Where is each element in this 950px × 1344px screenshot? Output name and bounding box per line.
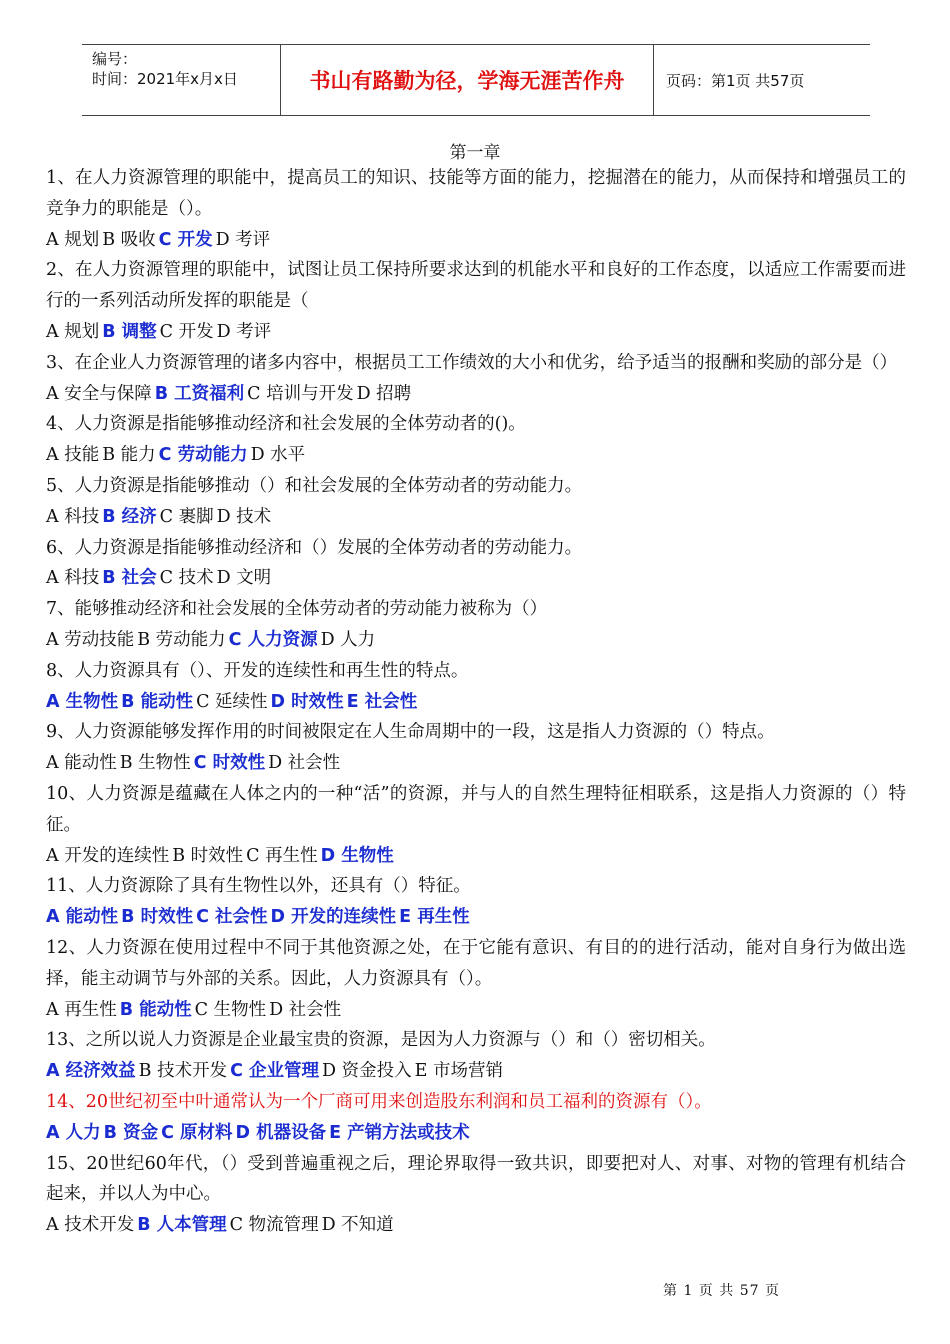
question-text: 15、20世纪60年代，（）受到普遍重视之后，理论界取得一致共识，即要把对人、对事、对物的管理有机结合起来，并以人为中心。 [46, 1153, 906, 1205]
option-row [46, 625, 906, 656]
answer-option: E 社会性 [346, 691, 418, 712]
option: D 社会性 [268, 753, 341, 774]
option: C 培训与开发 [247, 383, 354, 404]
header-page-label: 页码：第1页 共57页 [666, 71, 805, 90]
question-text: 12、人力资源在使用过程中不同于其他资源之处，在于它能有意识、有目的的进行活动，能对自身行为做出选择，能主动调节与外部的关系。因此，人力资源具有（）。 [46, 937, 906, 989]
option-row [46, 1056, 906, 1087]
option: C 延续性 [196, 691, 268, 712]
answer-option: A 经济效益 [46, 1061, 136, 1082]
page-footer: 第 1 页 共 57 页 [663, 1283, 780, 1299]
option: B 时效性 [172, 845, 244, 866]
answer-option: B 工资福利 [154, 383, 245, 404]
option: B 劳动能力 [137, 629, 226, 650]
option: D 招聘 [356, 383, 412, 404]
option: D 水平 [250, 445, 306, 466]
question-text: 7、能够推动经济和社会发展的全体劳动者的劳动能力被称为（） [46, 599, 548, 620]
option: A 开发的连续性 [46, 845, 170, 866]
answer-option: C 开发 [158, 229, 213, 250]
answer-option: C 原材料 [161, 1122, 233, 1143]
question-text: 4、人力资源是指能够推动经济和社会发展的全体劳动者的()。 [46, 414, 526, 435]
answer-option: B 社会 [102, 568, 157, 589]
answer-option: B 资金 [103, 1122, 159, 1143]
option: A 能动性 [46, 753, 117, 774]
option-row [46, 225, 906, 256]
option-row [46, 902, 906, 933]
question-text: 10、人力资源是蕴藏在人体之内的一种“活”的资源，并与人的自然生理特征相联系，这是指人力资源的（）特征。 [46, 783, 906, 835]
option: B 技术开发 [138, 1061, 228, 1082]
answer-option: C 企业管理 [230, 1061, 320, 1082]
answer-option: C 劳动能力 [158, 445, 248, 466]
option: B 能力 [102, 445, 156, 466]
question-list [46, 163, 906, 1241]
option-row [46, 1118, 906, 1149]
answer-option: D 生物性 [320, 845, 394, 866]
question-text: 3、在企业人力资源管理的诸多内容中，根据员工工作绩效的大小和优劣，给予适当的报酬和奖励的部分是（） [46, 352, 898, 373]
option: D 资金投入 [322, 1061, 412, 1082]
answer-option: B 人本管理 [137, 1215, 227, 1236]
option: C 物流管理 [229, 1215, 319, 1236]
answer-option: B 能动性 [119, 999, 192, 1020]
option-row [46, 440, 906, 471]
question-text: 6、人力资源是指能够推动经济和（）发展的全体劳动者的劳动能力。 [46, 537, 583, 558]
option: A 安全与保障 [46, 383, 152, 404]
header-meta [82, 45, 280, 115]
option: C 开发 [159, 321, 214, 342]
option: B 吸收 [102, 229, 156, 250]
option-row [46, 841, 906, 872]
option: A 规划 [46, 229, 100, 250]
option: D 文明 [216, 568, 272, 589]
option: D 考评 [216, 321, 272, 342]
option-row [46, 317, 906, 348]
answer-option: E 再生性 [399, 907, 470, 928]
option: A 技能 [46, 445, 100, 466]
option: A 再生性 [46, 999, 117, 1020]
answer-option: B 调整 [102, 321, 157, 342]
option-row [46, 995, 906, 1026]
option-row [46, 687, 906, 718]
option-row [46, 1210, 906, 1241]
option: B 生物性 [119, 753, 191, 774]
question-text: 8、人力资源具有（）、开发的连续性和再生性的特点。 [46, 660, 469, 681]
question-text: 5、人力资源是指能够推动（）和社会发展的全体劳动者的劳动能力。 [46, 475, 583, 496]
option: E 市场营销 [414, 1061, 503, 1082]
number-label: 编号： [92, 50, 138, 68]
option: D 考评 [215, 229, 271, 250]
time-label: 时间：2021年x月x日 [92, 70, 238, 88]
answer-option: D 机器设备 [235, 1122, 327, 1143]
answer-option: B 经济 [102, 506, 157, 527]
option: C 技术 [159, 568, 214, 589]
option-row [46, 502, 906, 533]
answer-option: D 开发的连续性 [270, 907, 397, 928]
answer-option: A 人力 [46, 1122, 101, 1143]
answer-option: C 社会性 [196, 907, 268, 928]
answer-option: E 产销方法或技术 [329, 1122, 470, 1143]
answer-option: A 生物性 [46, 691, 119, 712]
option: A 技术开发 [46, 1215, 135, 1236]
option-row [46, 748, 906, 779]
question-text: 14、20世纪初至中叶通常认为一个厂商可用来创造股东利润和员工福利的资源有（）。 [46, 1091, 712, 1112]
option: C 生物性 [194, 999, 267, 1020]
option: D 不知道 [321, 1215, 394, 1236]
page-header [82, 44, 870, 116]
option: A 劳动技能 [46, 629, 135, 650]
answer-option: C 人力资源 [228, 629, 318, 650]
option-row [46, 563, 906, 594]
header-motto: 书山有路勤为径，学海无涯苦作舟 [280, 45, 654, 115]
answer-option: D 时效性 [270, 691, 344, 712]
option-row [46, 379, 906, 410]
question-text: 11、人力资源除了具有生物性以外，还具有（）特征。 [46, 876, 471, 897]
chapter-title: 第一章 [449, 143, 501, 163]
answer-option: B 能动性 [121, 691, 194, 712]
question-text: 9、人力资源能够发挥作用的时间被限定在人生命周期中的一段，这是指人力资源的（）特点。 [46, 722, 775, 743]
answer-option: C 时效性 [193, 753, 266, 774]
option: D 技术 [216, 506, 272, 527]
option: A 科技 [46, 568, 100, 589]
option: C 再生性 [246, 845, 318, 866]
option: D 人力 [320, 629, 376, 650]
option: C 裹脚 [159, 506, 214, 527]
answer-option: B 时效性 [121, 907, 194, 928]
answer-option: A 能动性 [46, 907, 119, 928]
question-text: 1、在人力资源管理的职能中，提高员工的知识、技能等方面的能力，挖掘潜在的能力，从而保持和增强员工的竞争力的职能是（）。 [46, 168, 906, 219]
option: A 规划 [46, 321, 100, 342]
question-text: 13、之所以说人力资源是企业最宝贵的资源，是因为人力资源与（）和（）密切相关。 [46, 1030, 716, 1051]
option: A 科技 [46, 506, 100, 527]
option: D 社会性 [269, 999, 342, 1020]
question-text: 2、在人力资源管理的职能中，试图让员工保持所要求达到的机能水平和良好的工作态度，以适应工作需要而进行的一系列活动所发挥的职能是（ [46, 260, 906, 312]
